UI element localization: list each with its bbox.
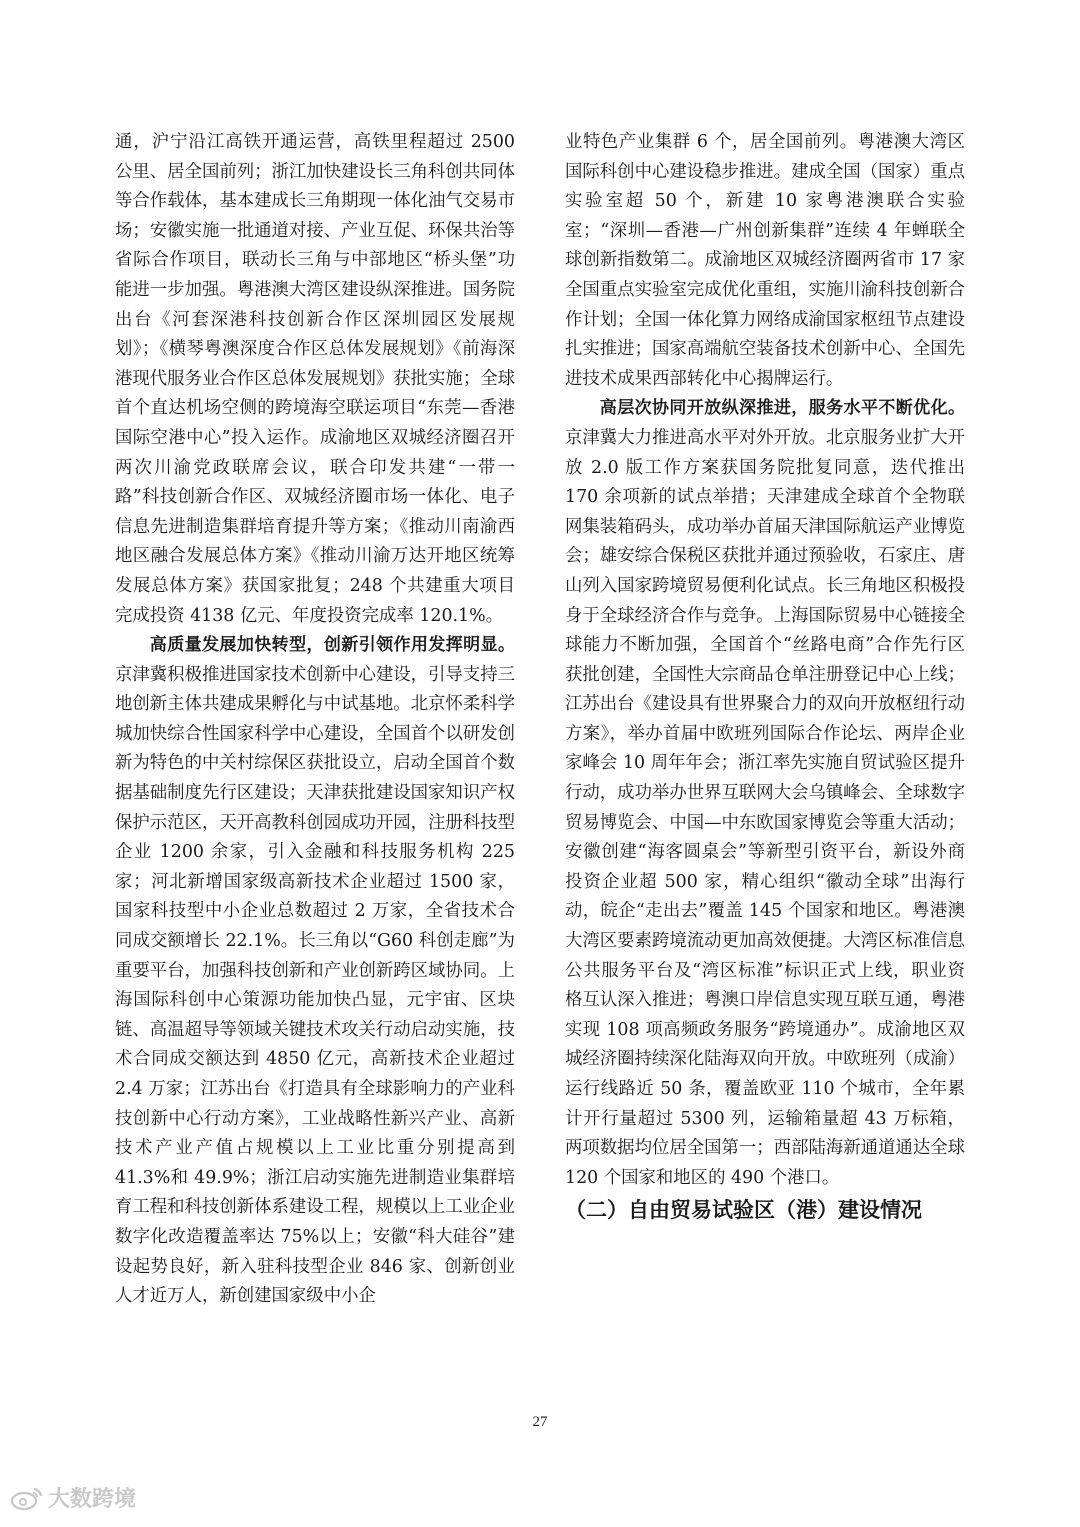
weibo-logo-icon — [10, 1485, 44, 1511]
paragraph-body: 京津冀积极推进国家技术创新中心建设，引导支持三地创新主体共建成果孵化与中试基地。北京怀柔科学城加快综合性国家科学中心建设，全国首个以研发创新为特色的中关村综保区获批设立，启动全国首个数据基础制度先行区建设；天津获批建设国家知识产权保护示范区，天开高教科创园成功开园，注册科技型企业 1200 余家，引入金融和科技服务机构 225 家；河北新增国家级高新技术企业超过 1500 家，国家科技型中小企业总数超过 2 万家，全省技术合同成交额增长 22.1%。长三角以“G60 科创走廊”为重要平台，加强科技创新和产业创新跨区域协同。上海国际科创中心策源功能加快凸显，元宇宙、区块链、高温超导等领域关键技术攻关行动启动实施，技术合同成交额达到 4850 亿元，高新技术企业超过 2.4 万家；江苏出台《打造具有全球影响力的产业科技创新中心行动方案》，工业战略性新兴产业、高新技术产业产值占规模以上工业比重分别提高到 41.3%和 49.9%；浙江启动实施先进制造业集群培育工程和科技创新体系建设工程，规模以上工业企业数字化改造覆盖率达 75%以上；安徽“科大硅谷”建设起势良好，新入驻科技型企业 846 家、创新创业人才近万人，新创建国家级中小企 — [115, 664, 515, 1307]
paragraph-lead: 高层次协同开放纵深推进，服务水平不断优化。 — [599, 398, 965, 419]
left-column — [115, 128, 515, 1312]
paragraph — [565, 394, 965, 1193]
watermark — [10, 1482, 136, 1513]
section-heading: （二）自由贸易试验区（港）建设情况 — [565, 1198, 922, 1223]
watermark-text: 大数跨境 — [48, 1487, 137, 1512]
paragraph-body: 京津冀大力推进高水平对外开放。北京服务业扩大开放 2.0 版工作方案获国务院批复同意，迭代推出 170 余项新的试点举措；天津建成全球首个全物联网集装箱码头，成功举办首届天津国际航运产业博览会；雄安综合保税区获批并通过预验收，石家庄、唐山列入国家跨境贸易便利化试点。长三角地区积极投身于全球经济合作与竞争。上海国际贸易中心链接全球能力不断加强，全国首个“丝路电商”合作先行区获批创建，全国性大宗商品仓单注册登记中心上线；江苏出台《建设具有世界聚合力的双向开放枢纽行动方案》，举办首届中欧班列国际合作论坛、两岸企业家峰会 10 周年年会；浙江率先实施自贸试验区提升行动，成功举办世界互联网大会乌镇峰会、全球数字贸易博览会、中国—中东欧国家博览会等重大活动；安徽创建“海客圆桌会”等新型引资平台，新设外商投资企业超 500 家，精心组织“徽动全球”出海行动，皖企“走出去”覆盖 145 个国家和地区。粤港澳大湾区要素跨境流动更加高效便捷。大湾区标准信息公共服务平台及“湾区标准”标识正式上线，职业资格互认深入推进；粤澳口岸信息实现互联互通，粤港实现 108 项高频政务服务“跨境通办”。成渝地区双城经济圈持续深化陆海双向开放。中欧班列（成渝）运行线路近 50 条，覆盖欧亚 110 个城市，全年累计开行量超过 5300 列，运输箱量超 43 万标箱，两项数据均位居全国第一；西部陆海新通道通达全球 120 个国家和地区的 490 个港口。 — [565, 427, 965, 1188]
paragraph: 通，沪宁沿江高铁开通运营，高铁里程超过 2500 公里、居全国前列；浙江加快建设长三角科创共同体等合作载体，基本建成长三角期现一体化油气交易市场；安徽实施一批通道对接、产业互促、环保共治等省际合作项目，联动长三角与中部地区“桥头堡”功能进一步加强。粤港澳大湾区建设纵深推进。国务院出台《河套深港科技创新合作区深圳园区发展规划》；《横琴粤澳深度合作区总体发展规划》《前海深港现代服务业合作区总体发展规划》获批实施；全球首个直达机场空侧的跨境海空联运项目“东莞—香港国际空港中心”投入运作。成渝地区双城经济圈召开两次川渝党政联席会议，联合印发共建“一带一路”科技创新合作区、双城经济圈市场一体化、电子信息先进制造集群培育提升等方案；《推动川南渝西地区融合发展总体方案》《推动川渝万达开地区统筹发展总体方案》获国家批复；248 个共建重大项目完成投资 4138 亿元、年度投资完成率 120.1%。 — [115, 132, 515, 626]
right-column — [565, 128, 965, 1227]
paragraph-lead: 高质量发展加快转型，创新引领作用发挥明显。 — [149, 635, 515, 656]
paragraph: 业特色产业集群 6 个，居全国前列。粤港澳大湾区国际科创中心建设稳步推进。建成全国（国家）重点实验室超 50 个，新建 10 家粤港澳联合实验室；“深圳—香港—广州创新集群”连续 4 年蝉联全球创新指数第二。成渝地区双城经济圈两省市 17 家全国重点实验室完成优化重组，实施川渝科技创新合作计划；全国一体化算力网络成渝国家枢纽节点建设扎实推进；国家高端航空装备技术创新中心、全国先进技术成果西部转化中心揭牌运行。 — [565, 132, 965, 389]
page-number: 27 — [532, 1414, 548, 1430]
paragraph — [115, 631, 515, 1312]
